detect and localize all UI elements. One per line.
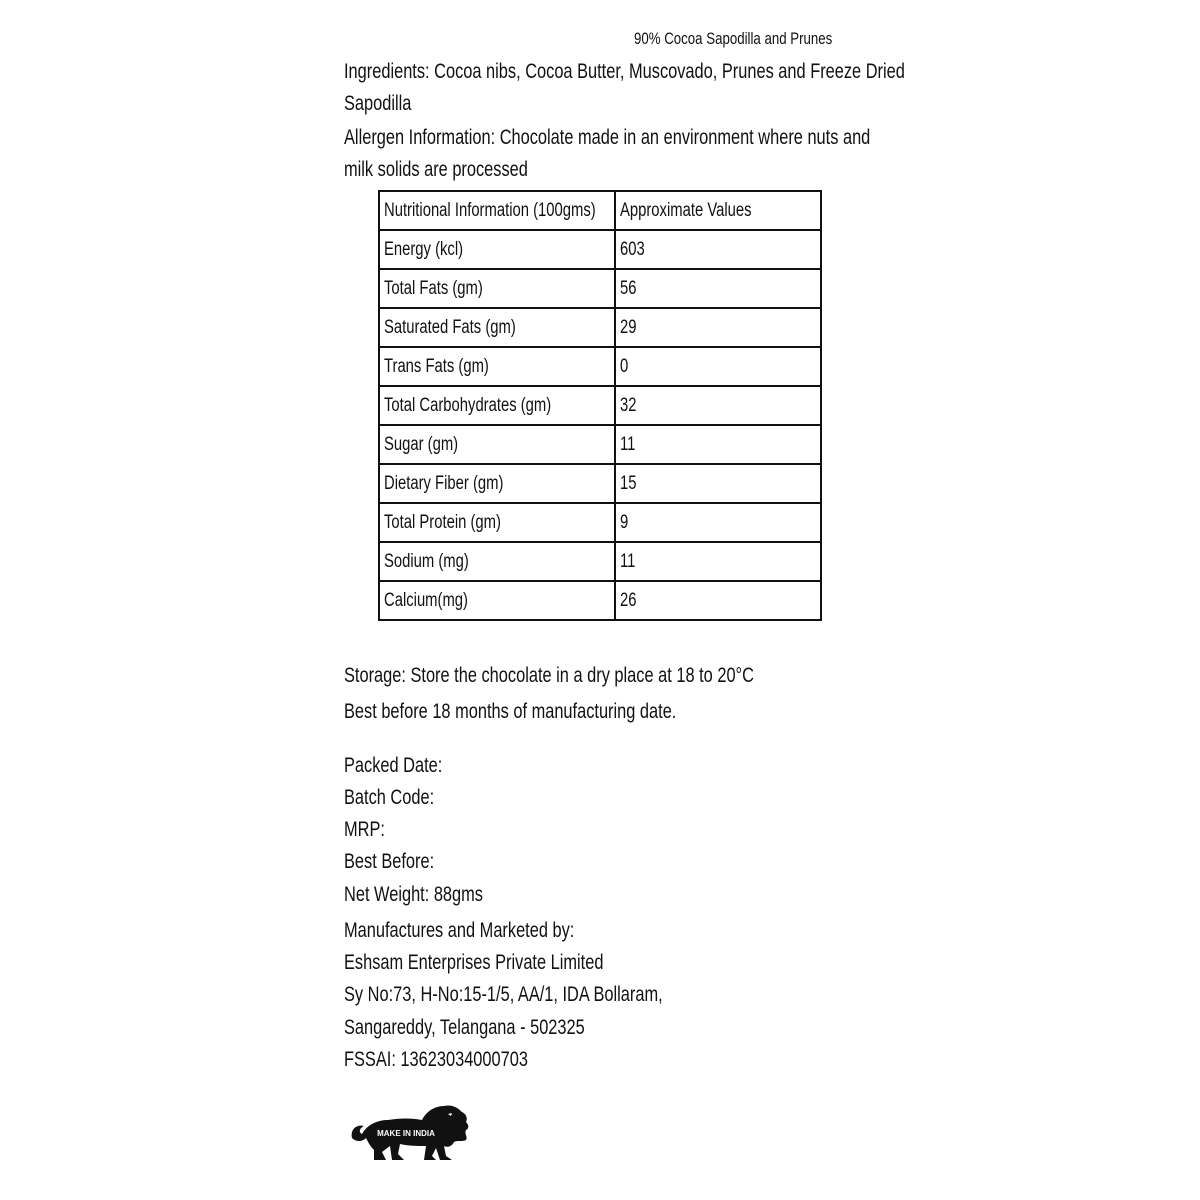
allergen-text: Allergen Information: Chocolate made in an environment where nuts and <box>344 126 871 149</box>
nutrient-value-cell: 56 <box>615 269 821 308</box>
nutrient-value-cell: 603 <box>615 230 821 269</box>
nutrient-value-cell: 0 <box>615 347 821 386</box>
table-row <box>379 386 821 425</box>
table-row <box>379 347 821 386</box>
nutrient-name-cell: Total Carbohydrates (gm) <box>379 386 615 425</box>
mrp-label: MRP: <box>344 818 385 841</box>
nutrient-name-cell: Trans Fats (gm) <box>379 347 615 386</box>
nutrient-name-cell: Saturated Fats (gm) <box>379 308 615 347</box>
table-row <box>379 308 821 347</box>
ingredients-text-continued: Sapodilla <box>344 92 412 115</box>
nutrient-name-cell: Energy (kcl) <box>379 230 615 269</box>
table-row <box>379 503 821 542</box>
table-row <box>379 464 821 503</box>
net-weight-text: Net Weight: 88gms <box>344 883 483 906</box>
nutrient-value-cell: 9 <box>615 503 821 542</box>
best-before-label: Best Before: <box>344 850 435 873</box>
allergen-text-continued: milk solids are processed <box>344 158 528 181</box>
product-title: 90% Cocoa Sapodilla and Prunes <box>634 29 833 48</box>
table-header-cell: Approximate Values <box>615 191 821 230</box>
ingredients-text: Ingredients: Cocoa nibs, Cocoa Butter, Muscovado, Prunes and Freeze Dried <box>344 60 905 83</box>
storage-text: Storage: Store the chocolate in a dry place at 18 to 20°C <box>344 664 754 687</box>
nutrient-name-cell: Total Fats (gm) <box>379 269 615 308</box>
packed-date-label: Packed Date: <box>344 754 443 777</box>
table-header-row <box>379 191 821 230</box>
nutrient-name-cell: Sugar (gm) <box>379 425 615 464</box>
best-before-note: Best before 18 months of manufacturing date. <box>344 700 677 723</box>
nutrient-name-cell: Sodium (mg) <box>379 542 615 581</box>
table-row <box>379 269 821 308</box>
make-in-india-lion-icon <box>348 1100 472 1164</box>
nutrient-value-cell: 29 <box>615 308 821 347</box>
manufacturer-heading: Manufactures and Marketed by: <box>344 919 575 942</box>
table-header-cell: Nutritional Information (100gms) <box>379 191 615 230</box>
manufacturer-address-line2: Sangareddy, Telangana - 502325 <box>344 1016 585 1039</box>
nutrient-value-cell: 32 <box>615 386 821 425</box>
nutrient-name-cell: Dietary Fiber (gm) <box>379 464 615 503</box>
nutrient-value-cell: 15 <box>615 464 821 503</box>
nutrient-name-cell: Total Protein (gm) <box>379 503 615 542</box>
nutrient-value-cell: 26 <box>615 581 821 620</box>
fssai-number: FSSAI: 13623034000703 <box>344 1048 528 1071</box>
table-row <box>379 230 821 269</box>
nutrient-value-cell: 11 <box>615 542 821 581</box>
nutrient-name-cell: Calcium(mg) <box>379 581 615 620</box>
manufacturer-address-line1: Sy No:73, H-No:15-1/5, AA/1, IDA Bollaram, <box>344 983 663 1006</box>
table-row <box>379 542 821 581</box>
manufacturer-name: Eshsam Enterprises Private Limited <box>344 951 604 974</box>
nutrition-table <box>378 190 822 621</box>
batch-code-label: Batch Code: <box>344 786 435 809</box>
table-row <box>379 581 821 620</box>
table-row <box>379 425 821 464</box>
logo-text: MAKE IN INDIA <box>377 1129 435 1138</box>
nutrient-value-cell: 11 <box>615 425 821 464</box>
